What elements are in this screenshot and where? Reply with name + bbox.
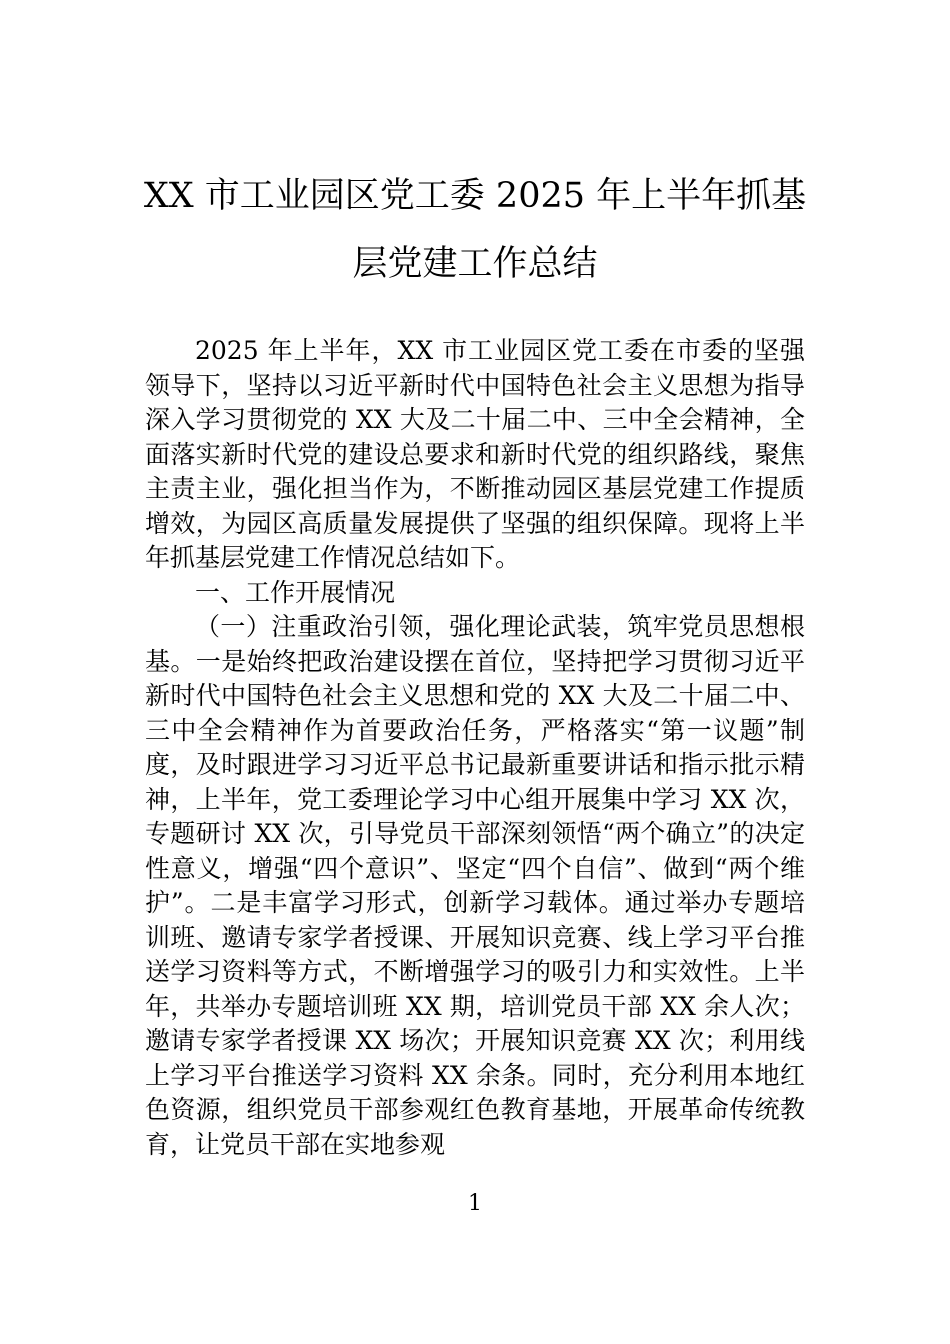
document-title-line-2: 层党建工作总结 bbox=[352, 244, 598, 284]
document-body bbox=[145, 334, 805, 1162]
document-title-line-1: XX 市工业园区党工委 2025 年上半年抓基 bbox=[143, 176, 807, 216]
body-paragraph: （一）注重政治引领，强化理论武装，筑牢党员思想根基。一是始终把政治建设摆在首位，坚持把学习贯彻习近平新时代中国特色社会主义思想和党的 XX 大及二十届二中、三中全会精神作为首要政治任务，严格落实“第一议题”制度，及时跟进学习习近平总书记最新重要讲话和指示批示精神，上半年，党工委理论学习中心组开展集中学习 XX 次，专题研讨 XX 次，引导党员干部深刻领悟“两个确立”的决定性意义，增强“四个意识”、坚定“四个自信”、做到“两个维护”。二是丰富学习形式，创新学习载体。通过举办专题培训班、邀请专家学者授课、开展知识竞赛、线上学习平台推送学习资料等方式，不断增强学习的吸引力和实效性。上半年，共举办专题培训班 XX 期，培训党员干部 XX 余人次；邀请专家学者授课 XX 场次；开展知识竞赛 XX 次；利用线上学习平台推送学习资料 XX 余条。同时，充分利用本地红色资源，组织党员干部参观红色教育基地，开展革命传统教育，让党员干部在实地参观 bbox=[145, 612, 805, 1159]
section-heading: 一、工作开展情况 bbox=[195, 577, 396, 607]
page-number: 1 bbox=[468, 1191, 482, 1216]
intro-paragraph: 2025 年上半年，XX 市工业园区党工委在市委的坚强领导下，坚持以习近平新时代中国特色社会主义思想为指导深入学习贯彻党的 XX 大及二十届二中、三中全会精神，全面落实新时代党的建设总要求和新时代党的组织路线，聚焦主责主业，强化担当作为，不断推动园区基层党建工作提质增效，为园区高质量发展提供了坚强的组织保障。现将上半年抓基层党建工作情况总结如下。 bbox=[145, 336, 805, 572]
